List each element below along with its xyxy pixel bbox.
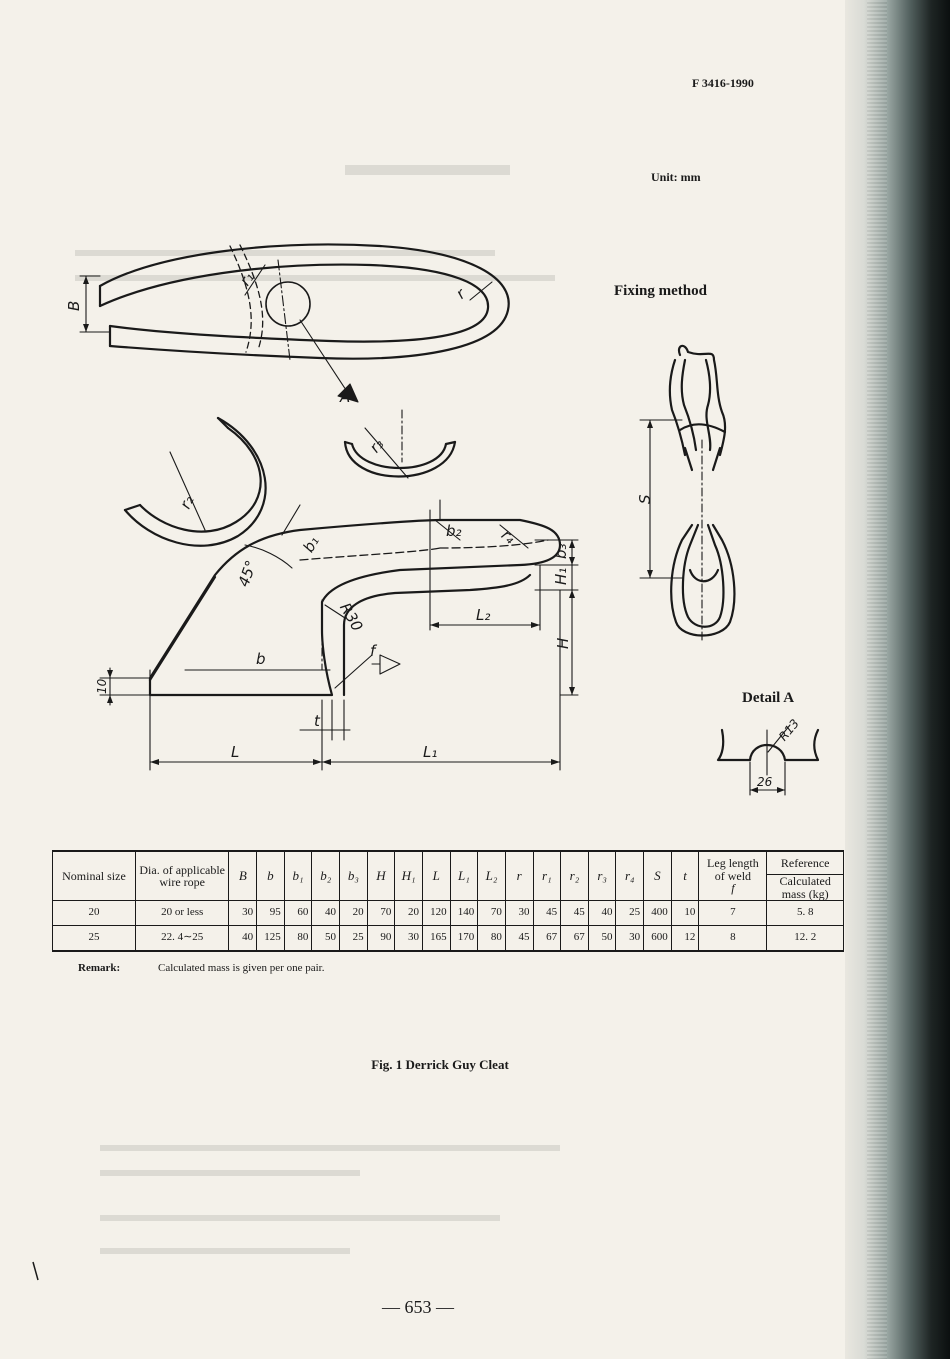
cell-b2: 50 (312, 926, 340, 952)
cell-f: 7 (699, 901, 767, 926)
cell-b1: 60 (284, 901, 312, 926)
dim-S-label: S (636, 494, 654, 504)
bleed-through-text (75, 165, 560, 1254)
header-L2: L₂ (478, 851, 506, 901)
cell-H: 90 (367, 926, 395, 952)
cell-L2: 80 (478, 926, 506, 952)
remark-label: Remark: (78, 962, 121, 974)
dim-45deg-label: 45° (234, 557, 261, 590)
cell-b3: 20 (340, 901, 368, 926)
header-leg-length-f: f (731, 881, 735, 896)
cell-L: 120 (422, 901, 450, 926)
cell-b: 95 (257, 901, 285, 926)
cell-B: 40 (229, 926, 257, 952)
header-r: r (505, 851, 533, 901)
header-dia: Dia. of applicable wire rope (135, 851, 229, 901)
dim-r1-label: r₁ (236, 268, 258, 290)
cell-S: 400 (644, 901, 672, 926)
dim-r4-label: r₄ (497, 525, 519, 548)
header-r4: r₄ (616, 851, 644, 901)
cell-t: 12 (671, 926, 699, 952)
dim-B-label: B (65, 300, 83, 311)
top-view-clip (100, 245, 509, 359)
dim-A-label: A (340, 388, 351, 406)
cell-b: 125 (257, 926, 285, 952)
remark-text: Calculated mass is given per one pair. (158, 962, 325, 974)
header-L1: L₁ (450, 851, 478, 901)
header-reference: Reference (767, 851, 844, 875)
remark (78, 962, 324, 974)
dim-10-label: 10 (95, 678, 109, 694)
cell-nominal: 20 (53, 901, 136, 926)
header-t: t (671, 851, 699, 901)
cell-H1: 30 (395, 926, 423, 952)
cell-B: 30 (229, 901, 257, 926)
dim-R13-label: R13 (776, 716, 802, 744)
cell-r1: 45 (533, 901, 561, 926)
arc-detail-r2 (125, 418, 266, 546)
fixing-method-label: Fixing method (614, 283, 707, 299)
cell-t: 10 (671, 901, 699, 926)
stray-pen-mark (33, 1262, 38, 1280)
page-number: — 653 — (382, 1297, 454, 1317)
arc-detail-r3 (345, 442, 455, 477)
cell-L2: 70 (478, 901, 506, 926)
header-H: H (367, 851, 395, 901)
dim-L2-label: L₂ (476, 606, 491, 624)
cell-nominal: 25 (53, 926, 136, 952)
dim-r2-label: r₂ (176, 493, 198, 512)
cell-L: 165 (422, 926, 450, 952)
header-r2: r₂ (561, 851, 589, 901)
header-calculated-mass: Calculated mass (kg) (767, 875, 844, 901)
dim-H1-label: H₁ (552, 567, 570, 585)
cell-b2: 40 (312, 901, 340, 926)
dim-b-label: b (256, 650, 266, 668)
cell-r2: 45 (561, 901, 589, 926)
cell-dia: 22. 4∼25 (135, 926, 229, 952)
cell-S: 600 (644, 926, 672, 952)
cell-r: 30 (505, 901, 533, 926)
header-r3: r₃ (588, 851, 616, 901)
dim-26-label: 26 (757, 775, 773, 789)
cell-L1: 170 (450, 926, 478, 952)
cell-r1: 67 (533, 926, 561, 952)
dim-b1-label: b₁ (299, 533, 323, 556)
cell-b1: 80 (284, 926, 312, 952)
dim-t-label: t (314, 712, 320, 730)
cell-r3: 40 (588, 901, 616, 926)
dim-R30-label: R30 (336, 599, 367, 635)
cell-r4: 25 (616, 901, 644, 926)
header-S: S (644, 851, 672, 901)
detail-a-drawing (718, 730, 818, 760)
table-row (53, 926, 844, 952)
cell-f: 8 (699, 926, 767, 952)
dim-H-label: H (554, 637, 572, 649)
header-r1: r₁ (533, 851, 561, 901)
cell-mass: 12. 2 (767, 926, 844, 952)
header-leg-length-text: Leg length of weld (707, 856, 759, 883)
cell-L1: 140 (450, 901, 478, 926)
dim-f-label: f (370, 642, 376, 660)
cell-r: 45 (505, 926, 533, 952)
header-b1: b₁ (284, 851, 312, 901)
cell-b3: 25 (340, 926, 368, 952)
header-B: B (229, 851, 257, 901)
cell-mass: 5. 8 (767, 901, 844, 926)
unit-label: Unit: mm (651, 170, 701, 184)
detail-a-label: Detail A (742, 690, 795, 706)
cell-dia: 20 or less (135, 901, 229, 926)
dim-L-label: L (231, 743, 240, 761)
dim-r-label: r (452, 284, 469, 303)
cell-r3: 50 (588, 926, 616, 952)
dimensions-table (52, 850, 844, 952)
header-nominal-size: Nominal size (53, 851, 136, 901)
header-b3: b₃ (340, 851, 368, 901)
dim-L1-label: L₁ (423, 743, 438, 761)
dim-b2-label: b₂ (446, 522, 462, 540)
header-H1: H₁ (395, 851, 423, 901)
header-b2: b₂ (312, 851, 340, 901)
header-b: b (257, 851, 285, 901)
figure-caption: Fig. 1 Derrick Guy Cleat (371, 1057, 509, 1072)
header-L: L (422, 851, 450, 901)
cell-r4: 30 (616, 926, 644, 952)
document-number: F 3416-1990 (692, 76, 754, 90)
header-leg-length (699, 851, 767, 901)
cell-H1: 20 (395, 901, 423, 926)
table-row (53, 901, 844, 926)
dim-b3-label: b₃ (552, 543, 570, 559)
cell-r2: 67 (561, 926, 589, 952)
dim-r3-label: r₃ (365, 435, 388, 457)
cell-H: 70 (367, 901, 395, 926)
